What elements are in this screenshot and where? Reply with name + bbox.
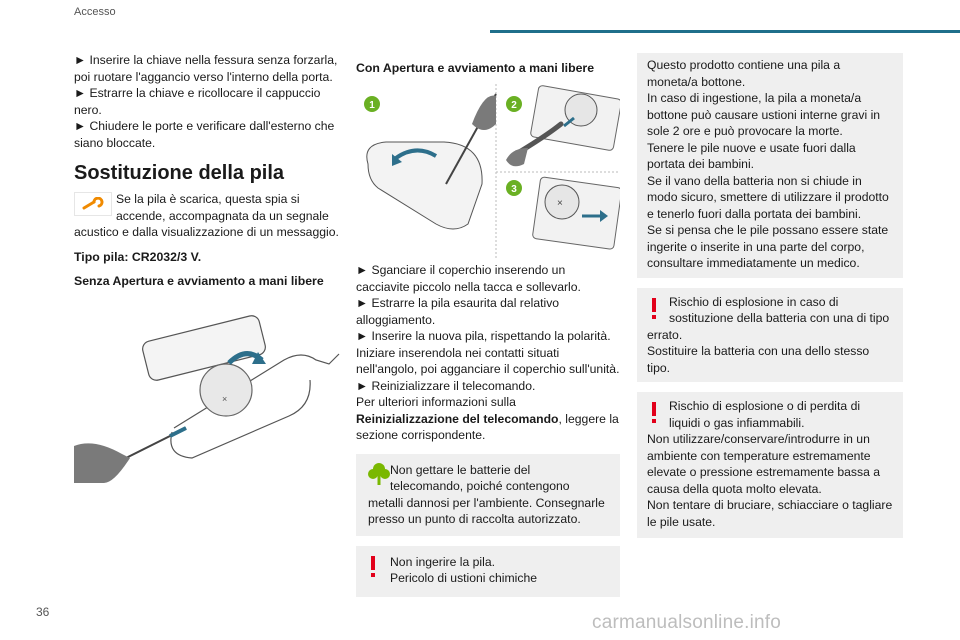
step-text-4: ► Reinizializzare il telecomando. — [356, 378, 536, 393]
recycle-tree-icon — [368, 462, 390, 486]
explosion-note-c: errato. — [647, 327, 683, 342]
ingest-note-b: Pericolo di ustioni chimiche — [390, 571, 537, 585]
more-info-bold: Reinizializzazione del telecomando — [356, 411, 559, 426]
explosion-note-b: sostituzione della batteria con una di tipo — [669, 311, 890, 325]
more-info-b: , leggere la sezione corrispondente. — [356, 411, 619, 442]
warning-light-text-c: acustico e dalla visualizzazione di un messaggio. — [74, 225, 339, 239]
step-text-1: ► Sganciare il coperchio inserendo un cacciavite piccolo nella tacca e sollevarlo. — [356, 263, 581, 294]
button-battery-info-box — [637, 53, 903, 278]
exclamation-icon — [649, 400, 659, 424]
warning-light-text-b: accende, accompagnata da un segnale — [116, 208, 329, 223]
info-line-1: Questo prodotto contiene una pila a moneta/a bottone. — [647, 58, 841, 89]
exclamation-icon — [368, 554, 378, 578]
explosion-note-d: Sostituire la batteria con una dello stesso tipo. — [647, 344, 870, 375]
step-text-3: ► Inserire la nuova pila, rispettando la polarità. Iniziare inserendola nei contatti situati nell'angolo, poi agganciare il coperchio sull'unità. — [356, 329, 620, 376]
left-column — [74, 52, 340, 290]
more-info-a: Per ulteriori informazioni sulla — [356, 395, 516, 409]
section-title: Sostituzione della pila — [74, 162, 285, 184]
bullet-1: ► Inserire la chiave nella fessura senza forzarla, poi ruotare l'aggancio verso l'interno della porta. — [74, 53, 338, 84]
exclamation-icon — [649, 296, 659, 320]
step-1-number: 1 — [369, 100, 375, 111]
svg-text:×: × — [222, 394, 228, 404]
bullet-3: ► Chiudere le porte e verificare dall'esterno che siano bloccate. — [74, 119, 335, 150]
header-rule — [490, 30, 960, 33]
explosion-warning-note — [637, 288, 903, 383]
eco-note — [356, 454, 620, 536]
leak-note-c: Non utilizzare/conservare/introdurre in un ambiente con temperature estremamente elevate o pressione estremamente bassa a causa della quota molto elevata. — [647, 432, 881, 496]
step-text-2: ► Estrarre la pila esaurita dal relativo alloggiamento. — [356, 296, 560, 327]
bullet-2: ► Estrarre la chiave e ricollocare il cappuccio nero. — [74, 86, 321, 117]
page-number: 36 — [36, 605, 50, 619]
wrench-warning-icon — [74, 192, 112, 216]
step-3-number: 3 — [511, 184, 517, 195]
info-line-3: Tenere le pile nuove e usate fuori dalla portata dei bambini. — [647, 140, 856, 171]
subheading-with-handsfree: Con Apertura e avviamento a mani libere — [356, 61, 595, 75]
subheading-without-handsfree: Senza Apertura e avviamento a mani libere — [74, 274, 324, 288]
more-info — [356, 394, 620, 444]
handsfree-battery-steps-illustration — [356, 84, 620, 260]
warning-light-row — [74, 191, 340, 224]
step-2-number: 2 — [511, 100, 517, 111]
warning-light-text-a: Se la pila è scarica, questa spia si — [116, 192, 300, 206]
leak-note-b: liquidi o gas infiammabili. — [669, 415, 805, 430]
eco-note-a: Non gettare le batterie del — [390, 462, 531, 477]
ingest-note-a: Non ingerire la pila. — [390, 554, 496, 569]
leak-warning-note — [637, 392, 903, 538]
eco-note-b: telecomando, poiché contengono — [390, 479, 570, 493]
eco-note-c: metalli dannosi per l'ambiente. Consegnarle presso un punto di raccolta autorizzato. — [368, 495, 605, 526]
info-line-5: Se si pensa che le pile possano essere state ingerite o inserite in una parte del corpo, consultare immediatamente un medico. — [647, 223, 889, 270]
middle-steps — [356, 262, 620, 597]
middle-column — [356, 60, 620, 77]
svg-text:×: × — [557, 198, 563, 209]
leak-note-a: Rischio di esplosione o di perdita di — [669, 399, 861, 413]
info-line-2: In caso di ingestione, la pila a moneta/a bottone può causare ustioni interne gravi in sole 2 ore e può provocare la morte. — [647, 91, 881, 138]
key-battery-illustration — [74, 308, 344, 483]
header-section-label: Accesso — [74, 6, 116, 18]
info-line-4: Se il vano della batteria non si chiude in modo sicuro, smettere di utilizzare il prodotto e tenerlo fuori dalla portata dei bambini. — [647, 173, 889, 221]
battery-type: Tipo pila: CR2032/3 V. — [74, 249, 202, 264]
watermark: carmanualsonline.info — [592, 612, 782, 633]
ingest-warning-note — [356, 546, 620, 597]
explosion-note-a: Rischio di esplosione in caso di — [669, 294, 839, 309]
leak-note-d: Non tentare di bruciare, schiacciare o tagliare le pile usate. — [647, 498, 893, 529]
right-column — [637, 53, 903, 538]
